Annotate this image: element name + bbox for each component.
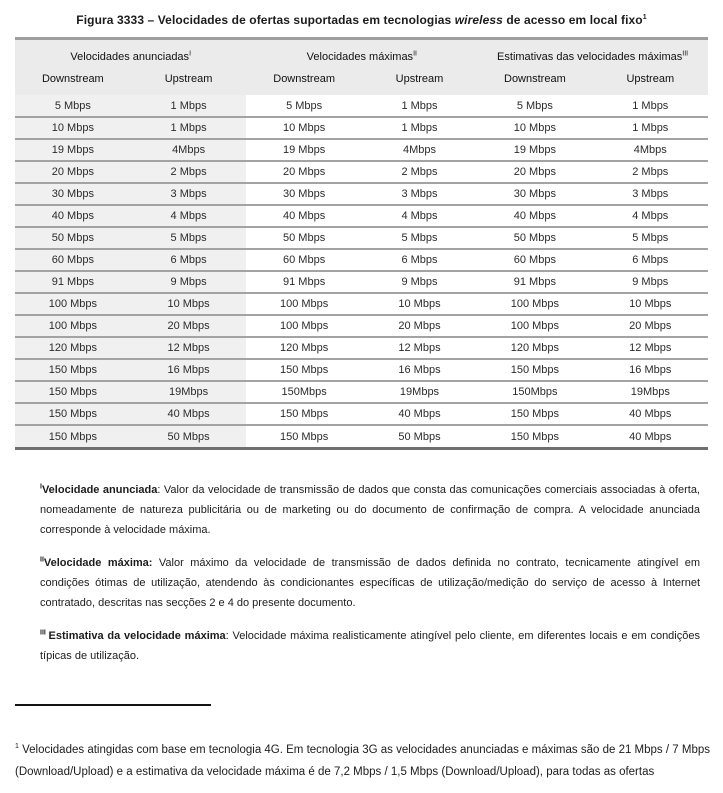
page-footnote-text: Velocidades atingidas com base em tecnologia 4G. Em tecnologia 3G as velocidades anunciadas e máximas são de 21 Mbps / 7 Mbps (Download/Upload) e a estimativa da velocidade máxima é de 7,2 Mbps / 1,5 Mbps (Download/Upload), para todas as ofertas <box>15 744 710 778</box>
table-cell: 19Mbps <box>131 381 247 403</box>
table-row <box>15 425 708 447</box>
footnote-marker: I <box>40 483 42 491</box>
table-row <box>15 227 708 249</box>
table-cell: 150 Mbps <box>15 403 131 425</box>
column-header-upstream-3: Upstream <box>626 73 675 85</box>
table-cell: 150 Mbps <box>15 381 131 403</box>
table-cell: 20 Mbps <box>362 315 477 337</box>
column-header-row <box>15 67 708 95</box>
column-header-downstream-2: Downstream <box>273 73 335 85</box>
table-cell: 4Mbps <box>362 139 477 161</box>
table-cell: 12 Mbps <box>131 337 247 359</box>
table-cell: 16 Mbps <box>362 359 477 381</box>
footnote-velocidade-maxima <box>40 553 700 613</box>
table-cell: 6 Mbps <box>593 249 708 271</box>
table-row <box>15 315 708 337</box>
table-cell: 100 Mbps <box>15 315 131 337</box>
table-cell: 19 Mbps <box>477 139 592 161</box>
speeds-table-container <box>15 37 708 450</box>
table-cell: 20 Mbps <box>246 161 361 183</box>
group-header-anunciadas <box>15 40 246 67</box>
table-cell: 100 Mbps <box>246 293 361 315</box>
table-cell: 6 Mbps <box>362 249 477 271</box>
table-cell: 12 Mbps <box>362 337 477 359</box>
table-row <box>15 249 708 271</box>
group-header-label: Velocidades anunciadas <box>70 50 190 63</box>
table-cell: 20 Mbps <box>131 315 247 337</box>
footnote-term: Velocidade anunciada <box>41 484 158 496</box>
footnote-marker-I: I <box>189 49 192 57</box>
table-cell: 1 Mbps <box>632 99 669 112</box>
title-emphasis-wireless: wireless <box>454 13 503 27</box>
table-cell: 4 Mbps <box>362 205 477 227</box>
table-row <box>15 293 708 315</box>
table-cell: 10 Mbps <box>246 117 361 139</box>
table-row <box>15 205 708 227</box>
page-footnote-4g <box>15 739 710 783</box>
title-text: Figura 3333 – Velocidades de ofertas suportadas em tecnologias <box>76 13 455 27</box>
table-cell: 1 Mbps <box>401 99 438 112</box>
footnote-term: Estimativa da velocidade máxima <box>48 630 226 642</box>
table-cell: 5 Mbps <box>362 227 477 249</box>
table-cell: 100 Mbps <box>477 293 592 315</box>
table-cell: 3 Mbps <box>131 183 247 205</box>
table-cell: 16 Mbps <box>131 359 247 381</box>
table-cell: 40 Mbps <box>15 205 131 227</box>
table-cell: 5 Mbps <box>516 99 553 112</box>
table-cell: 150 Mbps <box>246 403 361 425</box>
table-cell: 1 Mbps <box>593 117 708 139</box>
table-cell: 40 Mbps <box>593 425 708 447</box>
footnote-term: Velocidade máxima: <box>43 557 153 569</box>
table-row <box>15 95 708 117</box>
table-cell: 150Mbps <box>246 381 361 403</box>
table-cell: 5 Mbps <box>131 227 247 249</box>
table-cell: 6 Mbps <box>131 249 247 271</box>
column-header-upstream-2: Upstream <box>395 73 444 85</box>
table-cell: 60 Mbps <box>15 249 131 271</box>
table-cell: 4Mbps <box>131 139 247 161</box>
table-cell: 10 Mbps <box>15 117 131 139</box>
table-cell: 91 Mbps <box>246 271 361 293</box>
table-body <box>15 95 708 447</box>
table-row <box>15 271 708 293</box>
table-cell: 3 Mbps <box>593 183 708 205</box>
column-header-upstream-1: Upstream <box>164 73 213 85</box>
table-header <box>15 40 708 95</box>
table-cell: 12 Mbps <box>593 337 708 359</box>
table-cell: 150 Mbps <box>246 425 361 447</box>
table-cell: 4Mbps <box>593 139 708 161</box>
table-cell: 150 Mbps <box>246 359 361 381</box>
group-header-row <box>15 40 708 67</box>
table-cell: 30 Mbps <box>246 183 361 205</box>
table-cell: 100 Mbps <box>477 315 592 337</box>
table-row <box>15 161 708 183</box>
table-row <box>15 381 708 403</box>
table-cell: 40 Mbps <box>246 205 361 227</box>
page-title <box>0 0 723 28</box>
table-cell: 5 Mbps <box>15 95 131 117</box>
table-cell: 150 Mbps <box>477 403 592 425</box>
table-cell: 5 Mbps <box>593 227 708 249</box>
footnote-text: Valor máximo da velocidade de transmissão de dados definida no contrato, tecnicamente atingível em condições ótimas de utilização, atendendo às condicionantes específicas de utilização/medição do serviço de acesso à Internet contratado, descritas nas secções 2 e 4 do presente documento. <box>40 557 700 609</box>
footnote-marker-II: II <box>413 49 417 57</box>
table-cell: 91 Mbps <box>15 271 131 293</box>
table-cell: 91 Mbps <box>477 271 592 293</box>
table-cell: 50 Mbps <box>131 425 247 447</box>
table-cell: 60 Mbps <box>477 249 592 271</box>
table-row <box>15 403 708 425</box>
table-row <box>15 117 708 139</box>
table-cell: 120 Mbps <box>15 337 131 359</box>
table-cell: 10 Mbps <box>131 293 247 315</box>
table-cell: 2 Mbps <box>362 161 477 183</box>
table-cell: 150 Mbps <box>15 359 131 381</box>
speeds-table <box>15 40 708 447</box>
group-header-label: Velocidades máximas <box>306 50 414 63</box>
table-cell: 150 Mbps <box>15 425 131 447</box>
footnote-estimativa-velocidade-maxima <box>40 626 700 666</box>
title-text-suffix: de acesso em local fixo <box>502 13 643 27</box>
table-cell: 1 Mbps <box>362 117 477 139</box>
table-cell: 20 Mbps <box>15 161 131 183</box>
group-header-label: Estimativas das velocidades máximas <box>497 50 683 63</box>
table-cell: 100 Mbps <box>15 293 131 315</box>
column-header-downstream-3: Downstream <box>504 73 566 85</box>
table-cell: 60 Mbps <box>246 249 361 271</box>
table-cell: 19 Mbps <box>246 139 361 161</box>
footnote-marker-III: III <box>682 49 689 57</box>
table-cell: 50 Mbps <box>477 227 592 249</box>
table-row <box>15 337 708 359</box>
table-cell: 150 Mbps <box>477 425 592 447</box>
table-cell: 3 Mbps <box>362 183 477 205</box>
table-row <box>15 183 708 205</box>
table-row <box>15 359 708 381</box>
table-cell: 2 Mbps <box>593 161 708 183</box>
table-cell: 50 Mbps <box>246 227 361 249</box>
table-cell: 5 Mbps <box>286 99 323 112</box>
table-cell: 150Mbps <box>477 381 592 403</box>
table-cell: 50 Mbps <box>362 425 477 447</box>
footnote-separator-rule <box>15 704 211 706</box>
table-cell: 20 Mbps <box>593 315 708 337</box>
table-cell: 120 Mbps <box>477 337 592 359</box>
table-cell: 10 Mbps <box>477 117 592 139</box>
table-cell: 9 Mbps <box>362 271 477 293</box>
table-cell: 120 Mbps <box>246 337 361 359</box>
footnote-text: : Valor da velocidade de transmissão de dados que consta das comunicações comerciais associadas à oferta, nomeadamente de natureza publicitária ou de marketing ou do documento de confirmação de compra. A velocidade anunciada corresponde à velocidade máxima. <box>40 484 700 536</box>
table-cell: 9 Mbps <box>593 271 708 293</box>
table-cell: 20 Mbps <box>477 161 592 183</box>
table-cell: 4 Mbps <box>131 205 247 227</box>
column-header-downstream-1: Downstream <box>41 73 104 85</box>
table-cell: 10 Mbps <box>362 293 477 315</box>
group-header-maximas <box>246 40 477 67</box>
table-cell: 19Mbps <box>593 381 708 403</box>
footnote-marker-1: 1 <box>15 743 19 751</box>
table-cell: 16 Mbps <box>593 359 708 381</box>
footnote-text: : Velocidade máxima realisticamente atingível pelo cliente, em diferentes locais e em condições típicas de utilização. <box>40 630 700 662</box>
table-cell: 100 Mbps <box>246 315 361 337</box>
table-cell: 50 Mbps <box>15 227 131 249</box>
table-cell: 4 Mbps <box>593 205 708 227</box>
table-cell: 10 Mbps <box>593 293 708 315</box>
footnote-marker: III <box>40 629 49 637</box>
table-cell: 150 Mbps <box>477 359 592 381</box>
table-cell: 40 Mbps <box>477 205 592 227</box>
table-cell: 30 Mbps <box>477 183 592 205</box>
table-cell: 1 Mbps <box>131 117 247 139</box>
table-cell: 1 Mbps <box>131 95 247 117</box>
definition-footnotes <box>40 480 700 666</box>
title-footnote-marker: 1 <box>642 14 647 21</box>
table-cell: 30 Mbps <box>15 183 131 205</box>
table-cell: 9 Mbps <box>131 271 247 293</box>
table-cell: 19Mbps <box>362 381 477 403</box>
footnote-marker: II <box>40 556 44 564</box>
table-row <box>15 139 708 161</box>
table-cell: 40 Mbps <box>131 403 247 425</box>
table-cell: 40 Mbps <box>593 403 708 425</box>
footnote-velocidade-anunciada <box>40 480 700 540</box>
table-cell: 2 Mbps <box>131 161 247 183</box>
table-cell: 40 Mbps <box>362 403 477 425</box>
group-header-estimativas <box>477 40 708 67</box>
table-cell: 19 Mbps <box>15 139 131 161</box>
